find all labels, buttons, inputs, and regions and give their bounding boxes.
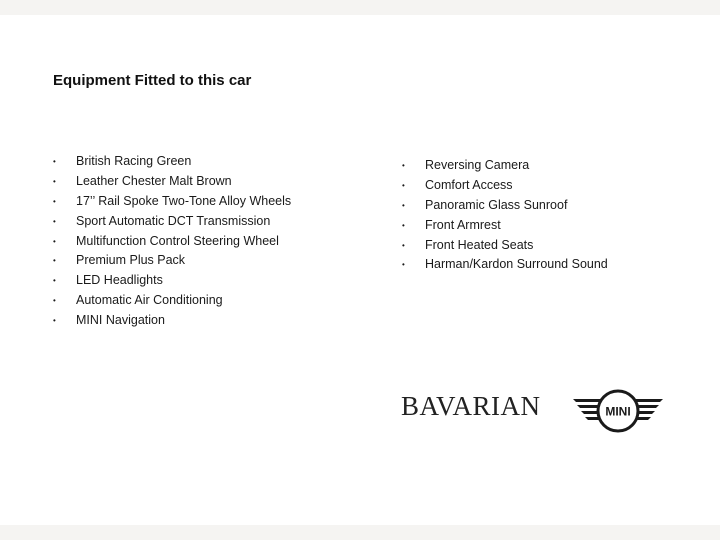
list-item: • Premium Plus Pack bbox=[53, 251, 291, 271]
list-item: • Reversing Camera bbox=[402, 156, 608, 176]
list-item: • LED Headlights bbox=[53, 271, 291, 291]
list-item: • MINI Navigation bbox=[53, 311, 291, 331]
list-item: • Automatic Air Conditioning bbox=[53, 291, 291, 311]
equipment-sheet bbox=[0, 15, 720, 525]
mini-wings-icon bbox=[573, 388, 663, 434]
list-item: • Front Heated Seats bbox=[402, 236, 608, 256]
bullet-icon: • bbox=[53, 276, 56, 286]
list-item: • British Racing Green bbox=[53, 152, 291, 172]
list-item: • Multifunction Control Steering Wheel bbox=[53, 232, 291, 252]
bullet-icon: • bbox=[402, 200, 405, 210]
dealer-logo-text: BAVARIAN bbox=[401, 391, 541, 421]
bullet-icon: • bbox=[53, 296, 56, 306]
bullet-icon: • bbox=[53, 316, 56, 326]
bullet-icon: • bbox=[53, 216, 56, 226]
list-item: • Harman/Kardon Surround Sound bbox=[402, 255, 608, 275]
bullet-icon: • bbox=[402, 220, 405, 230]
list-item: • Panoramic Glass Sunroof bbox=[402, 196, 608, 216]
equipment-list-right bbox=[402, 156, 608, 275]
bullet-icon: • bbox=[402, 180, 405, 190]
bullet-icon: • bbox=[53, 256, 56, 266]
bullet-icon: • bbox=[402, 161, 405, 170]
list-item: • 17’’ Rail Spoke Two-Tone Alloy Wheels bbox=[53, 192, 291, 212]
bullet-icon: • bbox=[53, 196, 56, 206]
list-item: • Sport Automatic DCT Transmission bbox=[53, 212, 291, 232]
list-item: • Front Armrest bbox=[402, 216, 608, 236]
list-item: • Leather Chester Malt Brown bbox=[53, 172, 291, 192]
bullet-icon: • bbox=[53, 157, 56, 166]
bullet-icon: • bbox=[53, 176, 56, 186]
bullet-icon: • bbox=[402, 260, 405, 270]
page-title: Equipment Fitted to this car bbox=[53, 72, 252, 89]
equipment-list-left bbox=[53, 152, 291, 331]
list-item: • Comfort Access bbox=[402, 176, 608, 196]
bullet-icon: • bbox=[402, 240, 405, 250]
bullet-icon: • bbox=[53, 236, 56, 246]
mini-logo-text: MINI bbox=[605, 404, 631, 419]
